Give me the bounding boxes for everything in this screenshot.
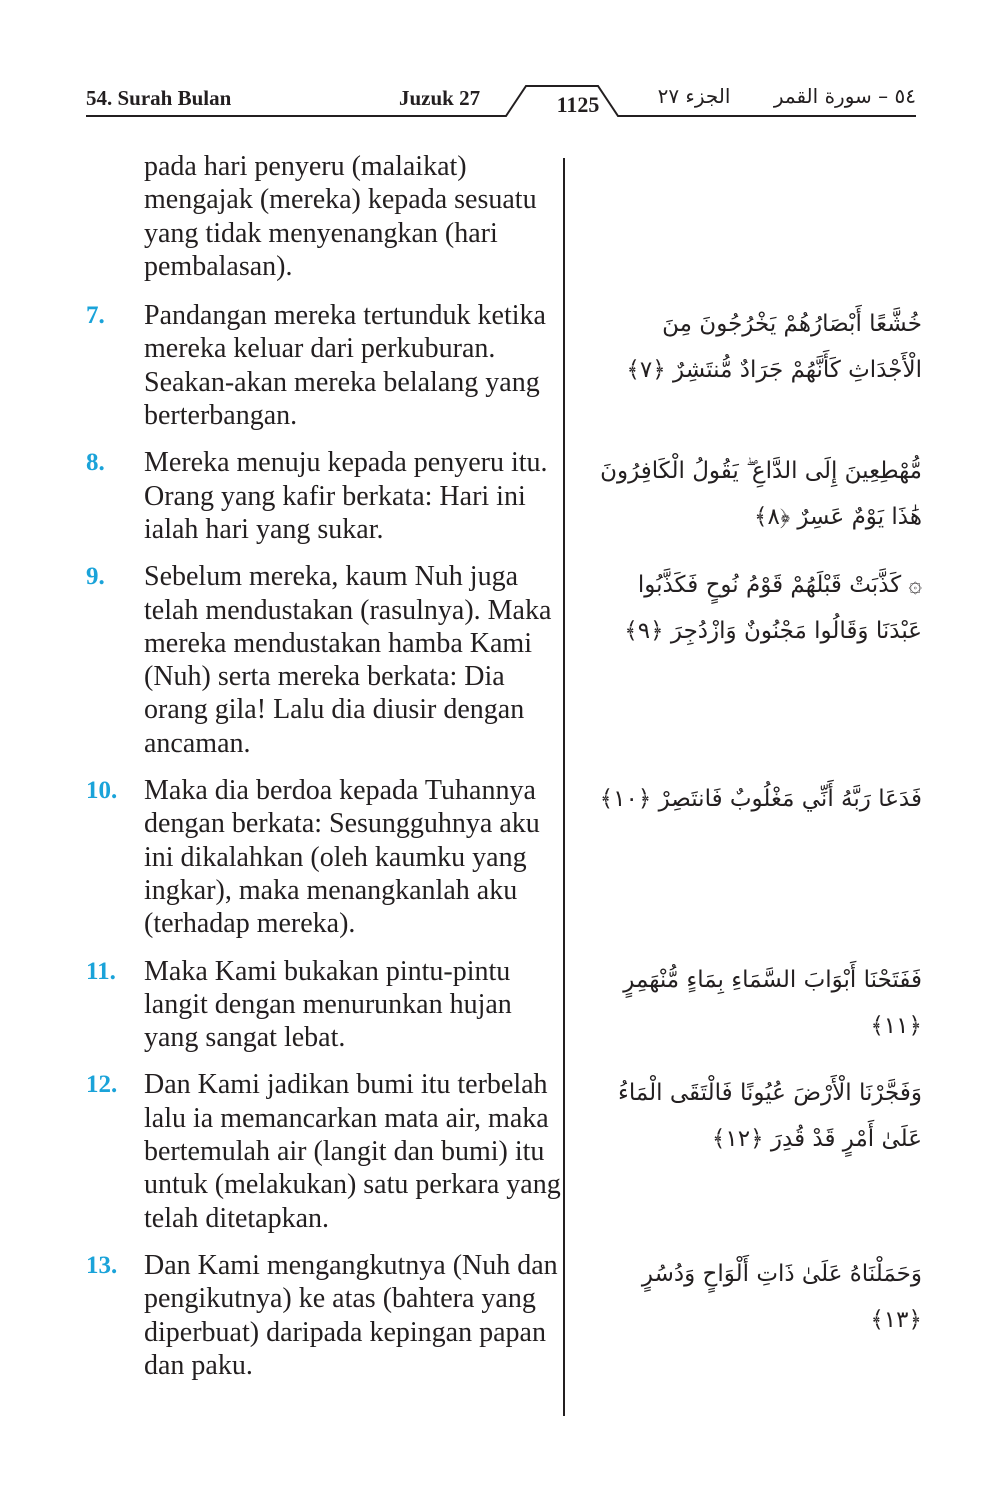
continuation-translation: pada hari penyeru (malaikat) mengajak (mereka) kepada sesuatu yang tidak menyenangkan (hari pembalasan).	[144, 151, 537, 282]
verse-number: 9.	[86, 563, 105, 591]
page-header	[86, 78, 916, 122]
verse-10	[86, 774, 920, 940]
verse-translation: Dan Kami jadikan bumi itu terbelah lalu ia memancarkan mata air, maka bertemulah air (langit dan bumi) itu untuk (melakukan) satu perkara yang telah ditetapkan.	[144, 1069, 561, 1234]
verse-9	[86, 560, 920, 760]
verse-translation: Sebelum mereka, kaum Nuh juga telah mendustakan (rasulnya). Maka mereka mendustakan hamba Kami (Nuh) serta mereka berkata: Dia orang gila! Lalu dia diusir dengan ancaman.	[144, 561, 552, 759]
verse-translation: Maka Kami bukakan pintu-pintu langit dengan menurunkan hujan yang sangat lebat.	[144, 955, 512, 1054]
verse-number: 7.	[86, 302, 105, 330]
header-surah-name: 54. Surah Bulan	[86, 86, 232, 110]
verse-arabic: وَحَمَلْنَاهُ عَلَىٰ ذَاتِ أَلْوَاحٍ وَدُسُرٍ ﴿١٣﴾	[641, 1260, 922, 1333]
verse-arabic: وَفَجَّرْنَا الْأَرْضَ عُيُونًا فَالْتَقَى الْمَاءُ عَلَىٰ أَمْرٍ قَدْ قُدِرَ ﴿١٢﴾	[618, 1080, 922, 1153]
continuation-block	[86, 150, 920, 283]
verse-8	[86, 446, 920, 546]
verse-number: 12.	[86, 1071, 118, 1099]
verse-translation: Mereka menuju kepada penyeru itu. Orang yang kafir berkata: Hari ini ialah hari yang sukar.	[144, 447, 548, 545]
verse-13	[86, 1249, 920, 1382]
verse-translation: Dan Kami mengangkutnya (Nuh dan pengikutnya) ke atas (bahtera yang diperbuat) daripada kepingan papan dan paku.	[144, 1249, 558, 1381]
header-juzuk: Juzuk 27	[399, 86, 481, 110]
verse-arabic: فَفَتَحْنَا أَبْوَابَ السَّمَاءِ بِمَاءٍ مُّنْهَمِرٍ ﴿١١﴾	[623, 966, 922, 1039]
verse-12	[86, 1068, 920, 1234]
page-number: 1125	[556, 92, 600, 117]
verse-number: 10.	[86, 777, 118, 805]
verse-list	[86, 150, 920, 1396]
verse-translation: Pandangan mereka tertunduk ketika mereka keluar dari perkuburan. Seakan-akan mereka belalang yang berterbangan.	[144, 300, 546, 432]
verse-arabic: خُشَّعًا أَبْصَارُهُمْ يَخْرُجُونَ مِنَ الْأَجْدَاثِ كَأَنَّهُمْ جَرَادٌ مُّنتَشِرٌ ﴿٧﴾	[626, 311, 922, 384]
verse-11	[86, 955, 920, 1055]
verse-7	[86, 299, 920, 432]
verse-number: 11.	[86, 957, 116, 985]
header-juz-arabic: الجزء ٢٧	[657, 84, 731, 108]
verse-number: 13.	[86, 1251, 118, 1279]
header-surah-arabic: ٥٤ – سورة القمر	[773, 84, 916, 108]
verse-translation: Maka dia berdoa kepada Tuhannya dengan berkata: Sesungguhnya aku ini dikalahkan (oleh kaumku yang ingkar), maka menangkanlah aku (terhadap mereka).	[144, 775, 540, 940]
verse-number: 8.	[86, 449, 105, 477]
verse-arabic: فَدَعَا رَبَّهُ أَنِّي مَغْلُوبٌ فَانتَصِرْ ﴿١٠﴾	[599, 786, 922, 813]
verse-arabic: ۞ كَذَّبَتْ قَبْلَهُمْ قَوْمُ نُوحٍ فَكَذَّبُوا عَبْدَنَا وَقَالُوا مَجْنُونٌ وَازْدُجِرَ ﴿٩﴾	[624, 572, 922, 645]
verse-arabic: مُّهْطِعِينَ إِلَى الدَّاعِ ۖ يَقُولُ الْكَافِرُونَ هَٰذَا يَوْمٌ عَسِرٌ ﴿٨﴾	[600, 458, 922, 531]
